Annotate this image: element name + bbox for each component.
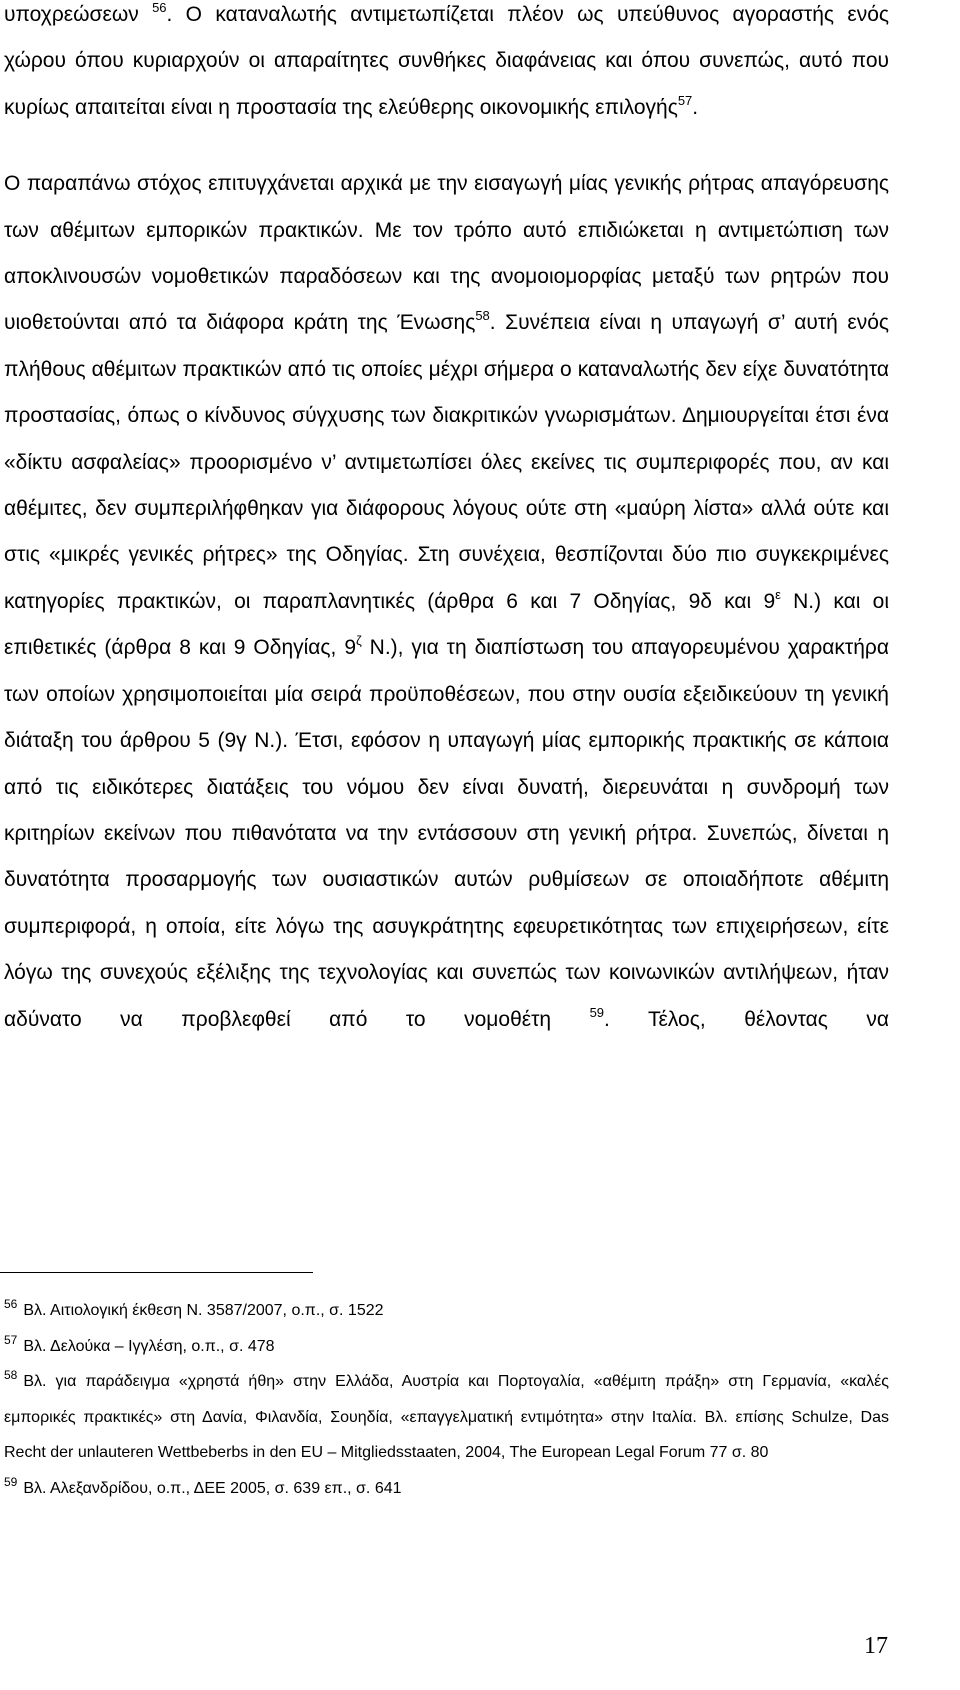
superscript-epsilon: ε (775, 586, 781, 602)
text-run: . Συνέπεια είναι η υπαγωγή σ’ αυτή ενός πλήθους αθέμιτων πρακτικών από τις οποίες μέχρι σήμερα ο καταναλωτής δεν είχε δυνατότητα προστασίας, όπως ο κίνδυνος σύγχυσης των διακριτικών γνωρισμάτων. Δημιουργείται έτσι ένα «δίκτυ ασφαλείας» προορισμένο ν’ αντιμετωπίσει όλες εκείνες τις συμπεριφορές που, αν και αθέμιτες, δεν συμπεριλήφθηκαν για διάφορους λόγους ούτε στη «μαύρη λίστα» αλλά ούτε και στις «μικρές γενικές ρήτρες» της Οδηγίας. Στη συνέχεια, θεσπίζονται δύο πιο συγκεκριμένες κατηγορίες πρακτικών, οι παραπλανητικές (άρθρα 6 και 7 Οδηγίας, 9δ και 9 (4, 311, 889, 613)
footnote-separator (0, 1272, 313, 1273)
footnote-ref-59: 59 (589, 1004, 605, 1020)
superscript-zeta: ζ (356, 633, 362, 649)
text-run: Ο παραπάνω στόχος επιτυγχάνεται αρχικά με την εισαγωγή μίας γενικής ρήτρας απαγόρευσης των αθέμιτων εμπορικών πρακτικών. Με τον τρόπο αυτό επιδιώκεται η αντιμετώπιση των αποκλινουσών νομοθετικών παραδόσεων και της ανομοιομορφίας μεταξύ των ρητρών που υιοθετούνται από τα διάφορα κράτη της Ένωσης (4, 172, 889, 335)
footnote-text: Βλ. Αλεξανδρίδου, ο.π., ΔΕΕ 2005, σ. 639 επ., σ. 641 (23, 1479, 402, 1497)
footnote-ref-58: 58 (475, 308, 490, 324)
footnote-number: 59 (4, 1474, 18, 1489)
footnote-58 (4, 1364, 889, 1471)
footnote-number: 57 (4, 1332, 18, 1347)
footnote-text: Βλ. Δελούκα – Ιγγλέση, ο.π., σ. 478 (23, 1337, 275, 1355)
text-run: Ν.), για τη διαπίστωση του απαγορευμένου χαρακτήρα των οποίων χρησιμοποιείται μία σειρά προϋποθέσεων, που στην ουσία εξειδικεύουν τη γενική διάταξη του άρθρου 5 (9γ Ν.). Έτσι, εφόσον η υπαγωγή μίας εμπορικής πρακτικής σε κάποια από τις ειδικότερες διατάξεις του νόμου δεν είναι δυνατή, διερευνάται η συνδρομή των κριτηρίων εκείνων που πιθανότατα να την εντάσσουν στη γενική ρήτρα. Συνεπώς, δίνεται η δυνατότητα προσαρμογής των ουσιαστικών αυτών ρυθμίσεων σε οποιαδήποτε αθέμιτη συμπεριφορά, η οποία, είτε λόγω της ασυγκράτητης εφευρετικότητας των επιχειρήσεων, είτε λόγω της συνεχούς εξέλιξης της τεχνολογίας και συνεπώς των κοινωνικών αντιλήψεων, ήταν αδύνατο να προβλεφθεί από το νομοθέτη (4, 636, 889, 1031)
text-run: . Τέλος, θέλοντας να (604, 1007, 889, 1031)
footnotes (4, 1293, 889, 1506)
page-number: 17 (864, 1633, 888, 1659)
paragraph-1 (4, 0, 889, 131)
text-run: υποχρεώσεων (4, 3, 153, 26)
footnote-number: 56 (4, 1297, 18, 1311)
footnote-text: Βλ. Αιτιολογική έκθεση Ν. 3587/2007, ο.π., σ. 1522 (23, 1302, 384, 1319)
text-run: Ν.) και οι επιθετικές (άρθρα 8 και 9 Οδηγίας, 9 (4, 589, 889, 660)
footnote-number: 58 (4, 1368, 18, 1382)
paragraph-2 (4, 161, 889, 1043)
footnote-ref-56: 56 (152, 0, 167, 15)
footnote-ref-57: 57 (677, 92, 693, 108)
text-run: . Ο καταναλωτής αντιμετωπίζεται πλέον ως υπεύθυνος αγοραστής ενός χώρου όπου κυριαρχούν οι απαραίτητες συνθήκες διαφάνειας και όπου συνεπώς, αυτό που κυρίως απαιτείται είναι η προστασία της ελεύθερης οικονομικής επιλογής (4, 3, 889, 119)
footnote-text: Βλ. για παράδειγμα «χρηστά ήθη» στην Ελλάδα, Αυστρία και Πορτογαλία, «αθέμιτη πράξη» στη Γερμανία, «καλές εμπορικές πρακτικές» στη Δανία, Φιλανδία, Σουηδία, «επαγγελματική εντιμότητα» στην Ιταλία. Βλ. επίσης Schulze, Das Recht der unlauteren Wettbeberbs in den EU – Mitgliedsstaaten, 2004, The European Legal Forum 77 σ. 80 (4, 1373, 889, 1461)
body-text (4, 0, 889, 1043)
footnote-59 (4, 1471, 889, 1507)
footnote-56 (4, 1293, 889, 1329)
footnote-57 (4, 1329, 889, 1365)
text-run: . (692, 95, 699, 119)
